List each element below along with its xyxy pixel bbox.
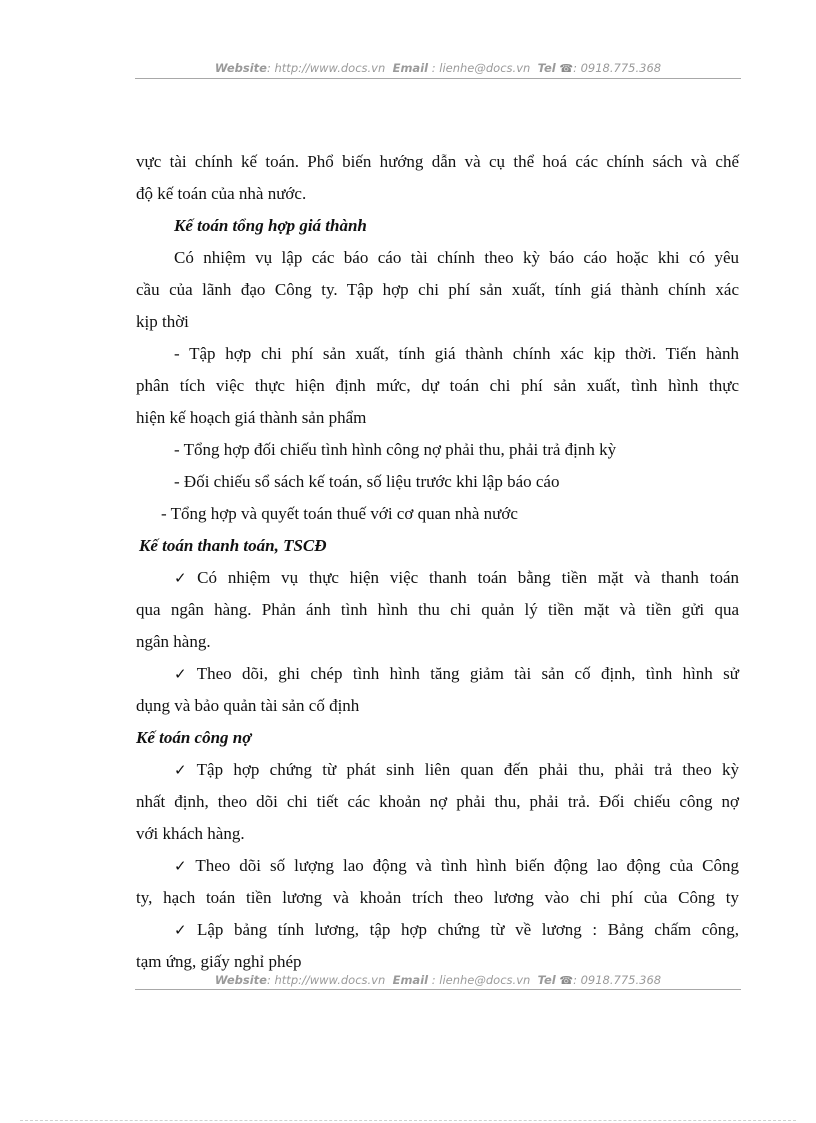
text-line: dụng và bảo quản tài sản cố định bbox=[136, 696, 360, 715]
checkmark-icon: ✓ bbox=[174, 857, 192, 875]
tel-label: Tel bbox=[537, 973, 556, 987]
page-edge bbox=[20, 1120, 796, 1121]
section-heading: Kế toán thanh toán, TSCĐ bbox=[139, 536, 327, 555]
list-item bbox=[174, 567, 739, 589]
list-item: - Tổng hợp đối chiếu tình hình công nợ phải thu, phải trả định kỳ bbox=[174, 440, 617, 459]
text-line: vực tài chính kế toán. Phổ biến hướng dẫn và cụ thể hoá các chính sách và chế bbox=[136, 152, 739, 171]
list-item-text: Tập hợp chứng từ phát sinh liên quan đến phải thu, phải trả theo kỳ bbox=[196, 760, 740, 779]
header-rule bbox=[135, 78, 741, 79]
text-line: tạm ứng, giấy nghỉ phép bbox=[136, 952, 302, 971]
text-line: ty, hạch toán tiền lương và khoản trích theo lương vào chi phí của Công ty bbox=[136, 888, 739, 907]
section-heading: Kế toán công nợ bbox=[136, 728, 252, 747]
website-label: Website bbox=[214, 973, 267, 987]
text-line: - Tập hợp chi phí sản xuất, tính giá thành chính xác kịp thời. Tiến hành bbox=[174, 344, 739, 363]
text-line: ngân hàng. bbox=[136, 632, 211, 651]
list-item: - Đối chiếu sổ sách kế toán, số liệu trước khi lập báo cáo bbox=[174, 472, 560, 491]
email-label: Email bbox=[392, 61, 429, 75]
email-value: : lienhe@docs.vn bbox=[431, 61, 531, 75]
page-footer bbox=[135, 973, 741, 987]
list-item-text: Lập bảng tính lương, tập hợp chứng từ về lương : Bảng chấm công, bbox=[196, 920, 739, 939]
checkmark-icon: ✓ bbox=[174, 921, 193, 939]
tel-value: : 0918.775.368 bbox=[573, 973, 662, 987]
text-line: kịp thời bbox=[136, 312, 189, 331]
list-item-text: Có nhiệm vụ thực hiện việc thanh toán bằng tiền mặt và thanh toán bbox=[197, 568, 739, 587]
website-value: : http://www.docs.vn bbox=[266, 973, 386, 987]
text-line: phân tích việc thực hiện định mức, dự toán chi phí sản xuất, tình hình thực bbox=[136, 376, 739, 395]
text-line: Có nhiệm vụ lập các báo cáo tài chính theo kỳ báo cáo hoặc khi có yêu bbox=[174, 248, 739, 267]
checkmark-icon: ✓ bbox=[174, 569, 194, 587]
text-line: cầu của lãnh đạo Công ty. Tập hợp chi phí sản xuất, tính giá thành chính xác bbox=[136, 280, 739, 299]
list-item-text: Theo dõi số lượng lao động và tình hình biến động lao động của Công bbox=[195, 856, 739, 875]
text-line: nhất định, theo dõi chi tiết các khoản nợ phải thu, phải trả. Đối chiếu công nợ bbox=[136, 792, 739, 811]
text-line: độ kế toán của nhà nước. bbox=[136, 184, 307, 203]
checkmark-icon: ✓ bbox=[174, 665, 193, 683]
email-label: Email bbox=[392, 973, 429, 987]
list-item-text: Theo dõi, ghi chép tình hình tăng giảm tài sản cố định, tình hình sử bbox=[196, 664, 739, 683]
footer-rule bbox=[135, 989, 741, 990]
tel-value: : 0918.775.368 bbox=[573, 61, 662, 75]
section-heading: Kế toán tổng hợp giá thành bbox=[174, 216, 367, 235]
telephone-icon: ☎ bbox=[559, 974, 574, 987]
checkmark-icon: ✓ bbox=[174, 761, 193, 779]
text-line: qua ngân hàng. Phản ánh tình hình thu chi quản lý tiền mặt và tiền gửi qua bbox=[136, 600, 739, 619]
tel-label: Tel bbox=[537, 61, 556, 75]
list-item bbox=[174, 855, 739, 877]
list-item bbox=[174, 919, 739, 941]
website-label: Website bbox=[214, 61, 267, 75]
page-header bbox=[135, 61, 741, 75]
text-line: với khách hàng. bbox=[136, 824, 245, 843]
list-item: - Tổng hợp và quyết toán thuế với cơ quan nhà nước bbox=[161, 504, 518, 523]
list-item bbox=[174, 759, 739, 781]
email-value: : lienhe@docs.vn bbox=[431, 973, 531, 987]
list-item bbox=[174, 663, 739, 685]
website-value: : http://www.docs.vn bbox=[266, 61, 386, 75]
text-line: hiện kế hoạch giá thành sản phẩm bbox=[136, 408, 367, 427]
telephone-icon: ☎ bbox=[559, 62, 574, 75]
